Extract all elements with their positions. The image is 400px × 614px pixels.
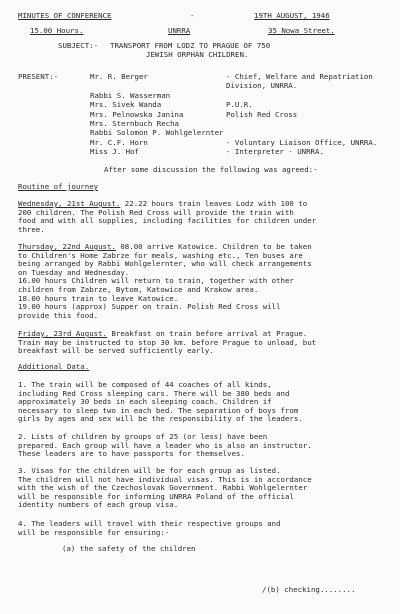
attendee-role: Division, UNRRA. [226, 81, 298, 91]
routine-thursday: Thursday, 22nd August. 08.00 arrive Katowice. Children to be taken to Children's Home Zabrze for meals, washing etc., Ten buses are being arranged by Rabbi Wohlgelernter, who will check arrangements on Tuesday and Wednesday. 16.00 hours Children will return to train, together with other children from Zabrze, Bytom, Katowice and Krakow area. 18.00 hours train to leave Katowice. 19.00 hours (approx) Supper on train. Polish Red Cross will provide this food. [18, 242, 312, 320]
additional-item-1: 1. The train will be composed of 44 coaches of all kinds, including Red Cross sleeping cars. There will be 380 beds and approximately 30 beds in each sleeping coach. Children if necessary to sleep two in each bed. The separation of boys from girls by ages and sex will be the responsibility of the leaders. [18, 380, 303, 424]
attendee-name: Miss J. Hof [90, 147, 139, 157]
routine-friday: Friday, 23rd August. Breakfast on train before arrival at Prague. Train may be instructed to stop 30 km. before Prague to unload, but breakfast will be served sufficiently early. [18, 329, 317, 356]
attendee-name: Mrs. Sternbuch Recha [90, 119, 179, 128]
routine-day-label: Wednesday, 21st August. [18, 199, 121, 208]
item-a: (a) the safety of the children [62, 544, 196, 553]
attendee-name: Mr. C.F. Horn [90, 137, 148, 147]
routine-wednesday: Wednesday, 21st August. 22.22 hours train leaves Lodz with 100 to 200 children. The Polish Red Cross will provide the train with food and with all supplies, including facilities for children under three. [18, 199, 317, 234]
routine-day-label: Thursday, 22nd August. [18, 242, 116, 251]
meeting-org: UNRRA [168, 26, 191, 35]
routine-day-label: Friday, 23rd August. [18, 329, 107, 338]
additional-item-3: 3. Visas for the children will be for each group as listed. The children will not have individual visas. This is in accordance with the wish of the Czechoslovak Government. Rabbi Wohlgelernter will be responsible for informing UNRRA Poland of the official identity numbers of each group visa. [18, 466, 312, 510]
subject-label: SUBJECT:- [58, 41, 99, 50]
additional-heading: Additional Data. [18, 362, 90, 371]
document-title: MINUTES OF CONFERENCE [18, 11, 112, 20]
subject-line-2: JEWISH ORPHAN CHILDREN. [146, 50, 249, 59]
routine-heading: Routine of journey [18, 182, 99, 191]
attendee-name: Mrs. Sivek Wanda [90, 100, 162, 110]
attendee-name: Rabbi Solomon P. Wohlgelernter [90, 128, 224, 138]
additional-item-2: 2. Lists of children by groups of 25 (or less) have been prepared. Each group will have a leader who is also an instructor. These leaders are to have passports for themselves. [18, 432, 312, 459]
header-dash: - [190, 11, 195, 20]
attendee-name: Mr. R. Berger [90, 72, 148, 81]
attendee-role: - Voluntary Liaison Office, UNRRA. [226, 137, 378, 147]
attendee-name: Mrs. Pelnowska Janina [90, 109, 184, 119]
attendee-role: - Chief, Welfare and Repatriation [226, 72, 373, 81]
meeting-hours: 15.00 Hours. [30, 26, 84, 35]
attendee-role: Polish Red Cross [226, 109, 298, 119]
attendee-role: - Interpreter - UNRRA. [226, 147, 324, 157]
subject-line-1: TRANSPORT FROM LODZ TO PRAGUE OF 750 [110, 41, 271, 50]
additional-item-4: 4. The leaders will travel with their respective groups and will be responsible for ensuring:- [18, 519, 281, 537]
continued-footer: /(b) checking........ [262, 585, 356, 594]
attendee-name: Rabbi S. Wasserman [90, 90, 171, 100]
document-date: 19TH AUGUST, 1946 [254, 11, 330, 20]
present-label: PRESENT:- [18, 72, 59, 81]
attendee-role: P.U.R. [226, 100, 253, 110]
intro-text: After some discussion the following was agreed:- [104, 165, 318, 174]
meeting-address: 35 Nowa Street. [268, 26, 335, 35]
